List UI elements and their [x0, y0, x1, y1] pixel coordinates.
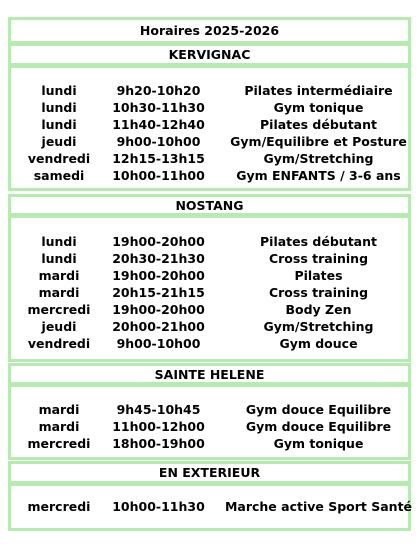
section-name: EN EXTERIEUR	[158, 465, 261, 480]
time-cell: 11h40-12h40	[112, 117, 205, 132]
time-cell: 20h30-21h30	[112, 251, 205, 266]
day-cell: mardi	[38, 419, 80, 434]
time-cell: 9h45-10h45	[116, 402, 201, 417]
schedule-row	[11, 150, 408, 167]
schedule-row	[11, 318, 408, 335]
schedule-row	[11, 335, 408, 352]
day-cell: mercredi	[27, 302, 91, 317]
day-cell: vendredi	[27, 336, 91, 351]
activity-cell: Pilates débutant	[260, 117, 377, 132]
section-header-nostang	[8, 194, 411, 216]
title-text: Horaires 2025-2026	[139, 23, 280, 38]
schedule-row	[11, 418, 408, 435]
activity-cell: Gym tonique	[273, 436, 364, 451]
activity-cell: Pilates intermédiaire	[244, 83, 393, 98]
schedule-title	[8, 17, 411, 44]
schedule-row	[11, 301, 408, 318]
section-header-kervignac	[8, 43, 411, 66]
time-cell: 9h00-10h00	[116, 134, 201, 149]
time-cell: 10h00-11h00	[112, 168, 205, 183]
schedule-row	[11, 284, 408, 301]
section-header-en-exterieur	[8, 461, 411, 484]
time-cell: 20h15-21h15	[112, 285, 205, 300]
day-cell: lundi	[41, 117, 77, 132]
day-cell: mercredi	[27, 499, 91, 514]
time-cell: 9h00-10h00	[116, 336, 201, 351]
time-cell: 12h15-13h15	[112, 151, 205, 166]
activity-cell: Pilates	[294, 268, 343, 283]
activity-cell: Cross training	[268, 285, 369, 300]
activity-cell: Gym/Stretching	[263, 151, 374, 166]
time-cell: 19h00-20h00	[112, 234, 205, 249]
time-cell: 20h00-21h00	[112, 319, 205, 334]
time-cell: 10h00-11h30	[112, 499, 205, 514]
section-header-sainte-helene	[8, 363, 411, 385]
activity-cell: Pilates débutant	[260, 234, 377, 249]
section-body-kervignac	[8, 65, 411, 191]
schedule-row	[11, 435, 408, 452]
section-body-en-exterieur	[8, 483, 411, 531]
day-cell: mardi	[38, 285, 80, 300]
activity-cell: Body Zen	[285, 302, 352, 317]
schedule-row	[11, 133, 408, 150]
day-cell: samedi	[33, 168, 85, 183]
activity-cell: Gym/Equilibre et Posture	[230, 134, 407, 149]
schedule-row	[11, 99, 408, 116]
activity-cell: Gym douce Equilibre	[245, 419, 392, 434]
day-cell: lundi	[41, 234, 77, 249]
time-cell: 18h00-19h00	[112, 436, 205, 451]
section-name: NOSTANG	[175, 197, 244, 213]
schedule-row	[11, 498, 413, 515]
schedule-row	[11, 250, 408, 267]
day-cell: jeudi	[41, 319, 77, 334]
day-cell: lundi	[41, 251, 77, 266]
activity-cell: Cross training	[268, 251, 369, 266]
day-cell: jeudi	[41, 134, 77, 149]
schedule-row	[11, 116, 408, 133]
day-cell: mardi	[38, 402, 80, 417]
section-body-sainte-helene	[8, 384, 411, 460]
section-name: SAINTE HELENE	[154, 366, 265, 382]
schedule-row	[11, 267, 408, 284]
schedule-row	[11, 82, 408, 99]
section-name: KERVIGNAC	[168, 47, 251, 62]
time-cell: 19h00-20h00	[112, 302, 205, 317]
activity-cell: Gym/Stretching	[263, 319, 374, 334]
activity-cell: Gym douce	[279, 336, 358, 351]
day-cell: vendredi	[27, 151, 91, 166]
time-cell: 11h00-12h00	[112, 419, 205, 434]
activity-cell: Gym douce Equilibre	[245, 402, 392, 417]
time-cell: 9h20-10h20	[116, 83, 201, 98]
activity-cell: Gym tonique	[273, 100, 364, 115]
schedule-row	[11, 233, 408, 250]
section-body-nostang	[8, 215, 411, 362]
schedule-row	[11, 167, 408, 184]
schedule-row	[11, 401, 408, 418]
activity-cell: Gym ENFANTS / 3-6 ans	[236, 168, 401, 183]
day-cell: lundi	[41, 100, 77, 115]
day-cell: lundi	[41, 83, 77, 98]
time-cell: 19h00-20h00	[112, 268, 205, 283]
time-cell: 10h30-11h30	[112, 100, 205, 115]
day-cell: mardi	[38, 268, 80, 283]
activity-cell: Marche active Sport Santé	[224, 499, 413, 514]
day-cell: mercredi	[27, 436, 91, 451]
